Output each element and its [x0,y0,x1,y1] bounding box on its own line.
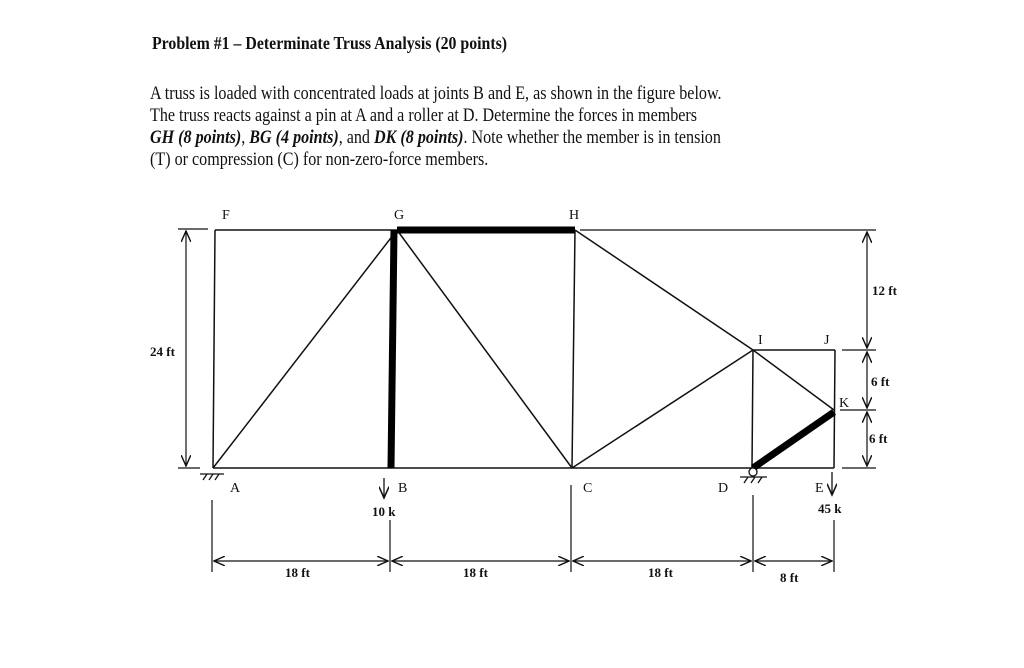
joint-label-e: E [815,481,824,496]
roller-support-d [740,468,767,483]
dim-span-ab: 18 ft [285,565,310,580]
dim-span-de: 8 ft [780,570,799,585]
member-id [752,350,753,468]
member-je [834,350,835,468]
member-bg: BG (4 points) [249,128,339,148]
dim-right-top: 12 ft [872,283,897,298]
joint-label-h: H [569,208,580,223]
member-hi [575,230,753,350]
member-ci [572,350,753,468]
joint-label-c: C [583,481,593,496]
member-hc [572,230,575,468]
truss-members [213,230,835,468]
sep: , and [338,128,375,148]
pin-support-a [200,474,224,480]
dim-right-bot: 6 ft [869,431,888,446]
statement-line-3-rest: . Note whether the member is in tension [463,128,721,148]
highlighted-members [391,230,834,468]
member-ag [213,230,397,468]
dim-right-mid: 6 ft [871,374,890,389]
problem-title: Problem #1 – Determinate Truss Analysis (20 points) [152,33,508,53]
member-gh: GH (8 points) [150,128,242,148]
joint-label-a: A [230,481,241,496]
joint-label-f: F [222,208,230,223]
joint-label-j: J [824,333,830,348]
sep: , [241,128,250,148]
joint-label-b: B [398,481,408,496]
dim-height-total: 24 ft [150,344,175,359]
member-bg-bold [391,230,394,468]
joint-label-g: G [394,208,405,223]
member-fa [213,230,215,468]
statement-line-4: (T) or compression (C) for non-zero-force members. [150,150,489,170]
dim-span-bc: 18 ft [463,565,488,580]
load-label-b: 10 k [372,504,396,519]
joint-label-i: I [758,333,763,348]
member-gc [397,230,572,468]
joint-label-k: K [839,396,850,411]
member-ik [753,350,834,410]
member-dk-bold [753,412,834,468]
member-dk: DK (8 points) [374,128,464,148]
statement-line-2: The truss reacts against a pin at A and a roller at D. Determine the forces in members [150,106,698,126]
joint-label-d: D [718,481,729,496]
dim-span-cd: 18 ft [648,565,673,580]
statement-line-1: A truss is loaded with concentrated loads at joints B and E, as shown in the figure below. [150,84,722,104]
load-label-e: 45 k [818,501,842,516]
dimension-lines [178,229,876,572]
